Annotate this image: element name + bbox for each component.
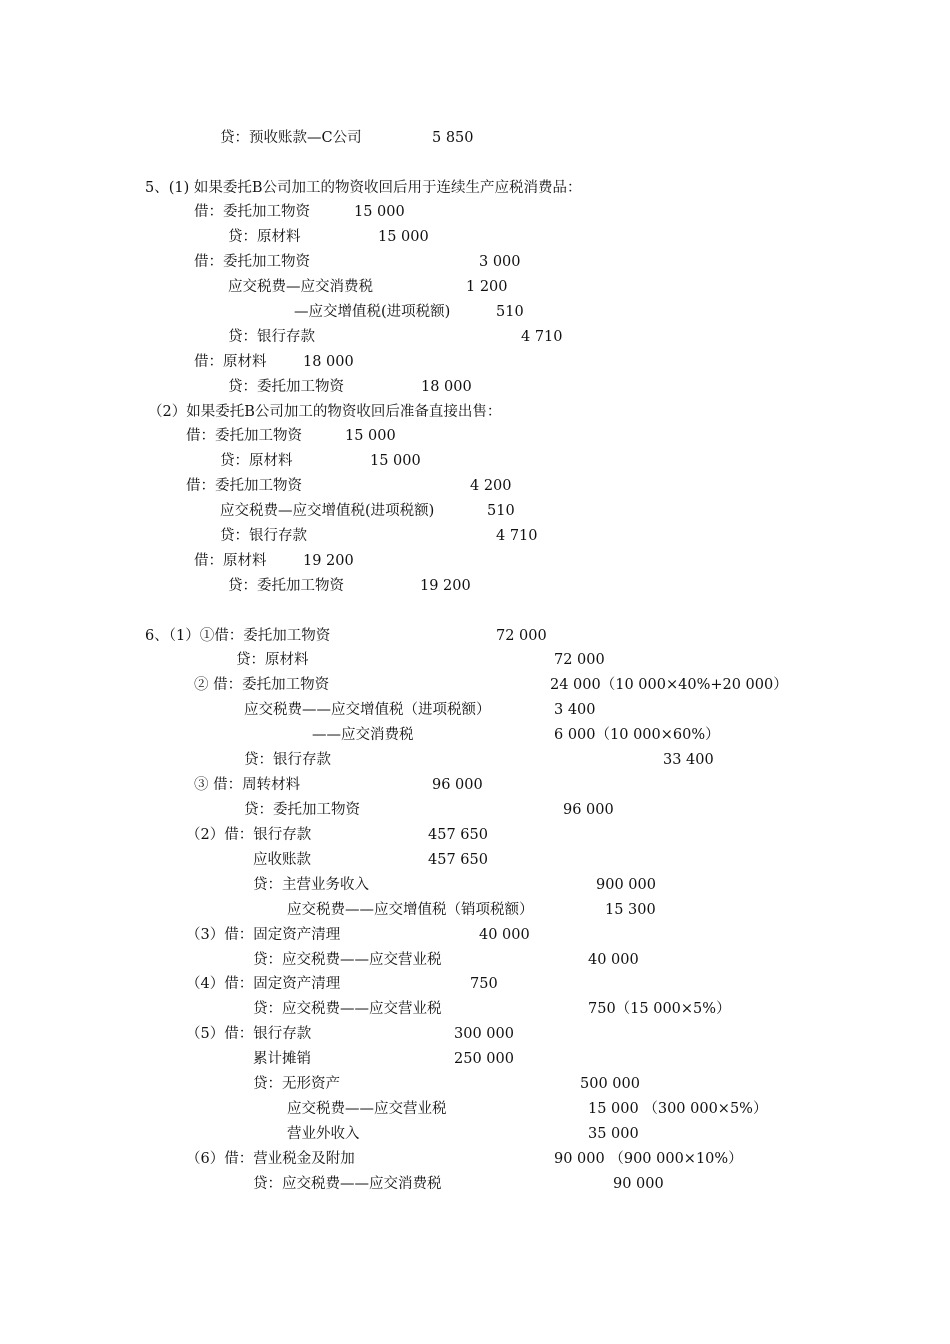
entry-account-text: 应交税费——应交增值税（销项税额） (287, 902, 534, 918)
entry-amount-text: 96 000 (432, 777, 483, 793)
entry-account-text: 借：委托加工物资 (186, 478, 302, 494)
entry-amount-text: 3 000 (479, 254, 521, 270)
entry-account-text: 应交税费—应交增值税(进项税额) (220, 503, 435, 519)
journal-line (0, 624, 950, 649)
entry-amount-text: 250 000 (454, 1051, 514, 1067)
journal-line (0, 350, 950, 375)
entry-account-text: ③ 借：周转材料 (194, 777, 301, 793)
journal-line (0, 300, 950, 325)
entry-amount-text: 18 000 (303, 354, 354, 370)
entry-amount-text: 1 200 (466, 279, 508, 295)
entry-account-text: 借：委托加工物资 (194, 254, 310, 270)
entry-account-text: 借：原材料 (194, 553, 267, 569)
journal-line (0, 126, 950, 151)
entry-account-text: 5、(1) 如果委托B公司加工的物资收回后用于连续生产应税消费品： (145, 180, 582, 196)
entry-account-text: 贷：应交税费——应交营业税 (253, 952, 442, 968)
entry-account-text: 借：委托加工物资 (186, 428, 302, 444)
entry-amount-text: 90 000 (613, 1176, 664, 1192)
journal-line (0, 948, 950, 973)
entry-account-text: 贷：应交税费——应交消费税 (253, 1176, 442, 1192)
entry-amount-text: 24 000（10 000×40%+20 000） (550, 677, 788, 693)
journal-line (0, 176, 950, 201)
entry-account-text: 贷：原材料 (228, 229, 301, 245)
journal-line (0, 375, 950, 400)
entry-account-text: 贷：委托加工物资 (244, 802, 360, 818)
entry-account-text: （4）借：固定资产清理 (186, 976, 341, 992)
entry-account-text: —应交增值税(进项税额) (294, 304, 451, 320)
entry-account-text: 贷：无形资产 (253, 1076, 340, 1092)
journal-line (0, 225, 950, 250)
journal-line (0, 1072, 950, 1097)
journal-line (0, 400, 950, 425)
journal-line (0, 1122, 950, 1147)
journal-line (0, 873, 950, 898)
entry-account-text: ——应交消费税 (312, 727, 414, 743)
journal-line (0, 549, 950, 574)
journal-line (0, 499, 950, 524)
entry-amount-text: 15 000 (378, 229, 429, 245)
entry-account-text: ② 借：委托加工物资 (194, 677, 330, 693)
entry-account-text: 累计摊销 (253, 1051, 311, 1067)
entry-account-text: 营业外收入 (287, 1126, 360, 1142)
journal-line (0, 723, 950, 748)
entry-amount-text: 457 650 (428, 827, 488, 843)
entry-amount-text: 750 (470, 976, 498, 992)
journal-line (0, 823, 950, 848)
entry-account-text: （2）借：银行存款 (186, 827, 312, 843)
entry-account-text: 贷：委托加工物资 (228, 379, 344, 395)
entry-amount-text: 15 000 (345, 428, 396, 444)
entry-amount-text: 500 000 (580, 1076, 640, 1092)
entry-account-text: （3）借：固定资产清理 (186, 927, 341, 943)
journal-line (0, 325, 950, 350)
entry-account-text: 贷：预收账款—C公司 (220, 130, 362, 146)
entry-amount-text: 750（15 000×5%） (588, 1001, 731, 1017)
entry-amount-text: 19 200 (303, 553, 354, 569)
journal-line (0, 698, 950, 723)
entry-amount-text: 15 000 （300 000×5%） (588, 1101, 768, 1117)
entry-amount-text: 15 000 (354, 204, 405, 220)
journal-line (0, 1022, 950, 1047)
entry-amount-text: 90 000 （900 000×10%） (554, 1151, 743, 1167)
entry-account-text: 应交税费—应交消费税 (228, 279, 373, 295)
entry-amount-text: 6 000（10 000×60%） (554, 727, 720, 743)
entry-amount-text: 15 000 (370, 453, 421, 469)
entry-account-text: 借：委托加工物资 (194, 204, 310, 220)
entry-amount-text: 4 200 (470, 478, 512, 494)
entry-account-text: （5）借：银行存款 (186, 1026, 312, 1042)
journal-line (0, 1047, 950, 1072)
journal-line (0, 898, 950, 923)
journal-line (0, 200, 950, 225)
journal-line (0, 748, 950, 773)
entry-amount-text: 15 300 (605, 902, 656, 918)
entry-account-text: 贷：应交税费——应交营业税 (253, 1001, 442, 1017)
journal-line (0, 848, 950, 873)
entry-account-text: 贷：银行存款 (228, 329, 315, 345)
entry-account-text: 贷：银行存款 (244, 752, 331, 768)
entry-amount-text: 5 850 (432, 130, 474, 146)
entry-account-text: 贷：原材料 (236, 652, 309, 668)
entry-account-text: 贷：主营业务收入 (253, 877, 369, 893)
entry-amount-text: 900 000 (596, 877, 656, 893)
entry-account-text: 6、（1）①借：委托加工物资 (145, 628, 331, 644)
entry-amount-text: 300 000 (454, 1026, 514, 1042)
journal-line (0, 574, 950, 599)
entry-account-text: 应交税费——应交增值税（进项税额） (244, 702, 491, 718)
journal-line (0, 798, 950, 823)
entry-amount-text: 457 650 (428, 852, 488, 868)
entry-amount-text: 35 000 (588, 1126, 639, 1142)
journal-line (0, 424, 950, 449)
journal-line (0, 275, 950, 300)
journal-line (0, 1172, 950, 1197)
journal-line (0, 250, 950, 275)
journal-line (0, 997, 950, 1022)
entry-account-text: 借：原材料 (194, 354, 267, 370)
journal-line (0, 972, 950, 997)
journal-line (0, 1147, 950, 1172)
entry-amount-text: 4 710 (521, 329, 563, 345)
entry-amount-text: 19 200 (420, 578, 471, 594)
entry-amount-text: 33 400 (663, 752, 714, 768)
entry-account-text: 贷：原材料 (220, 453, 293, 469)
journal-line (0, 1097, 950, 1122)
journal-line (0, 449, 950, 474)
journal-line (0, 773, 950, 798)
entry-amount-text: 72 000 (554, 652, 605, 668)
journal-line (0, 673, 950, 698)
entry-account-text: （2）如果委托B公司加工的物资收回后准备直接出售： (148, 404, 502, 420)
entry-account-text: 应交税费——应交营业税 (287, 1101, 447, 1117)
entry-account-text: （6）借：营业税金及附加 (186, 1151, 355, 1167)
entry-amount-text: 3 400 (554, 702, 596, 718)
journal-line (0, 524, 950, 549)
journal-line (0, 648, 950, 673)
entry-amount-text: 510 (496, 304, 524, 320)
entry-amount-text: 40 000 (588, 952, 639, 968)
journal-line (0, 923, 950, 948)
entry-amount-text: 40 000 (479, 927, 530, 943)
entry-amount-text: 96 000 (563, 802, 614, 818)
entry-amount-text: 510 (487, 503, 515, 519)
entry-account-text: 应收账款 (253, 852, 311, 868)
entry-amount-text: 72 000 (496, 628, 547, 644)
journal-line (0, 474, 950, 499)
entry-account-text: 贷：银行存款 (220, 528, 307, 544)
entry-amount-text: 4 710 (496, 528, 538, 544)
entry-account-text: 贷：委托加工物资 (228, 578, 344, 594)
entry-amount-text: 18 000 (421, 379, 472, 395)
